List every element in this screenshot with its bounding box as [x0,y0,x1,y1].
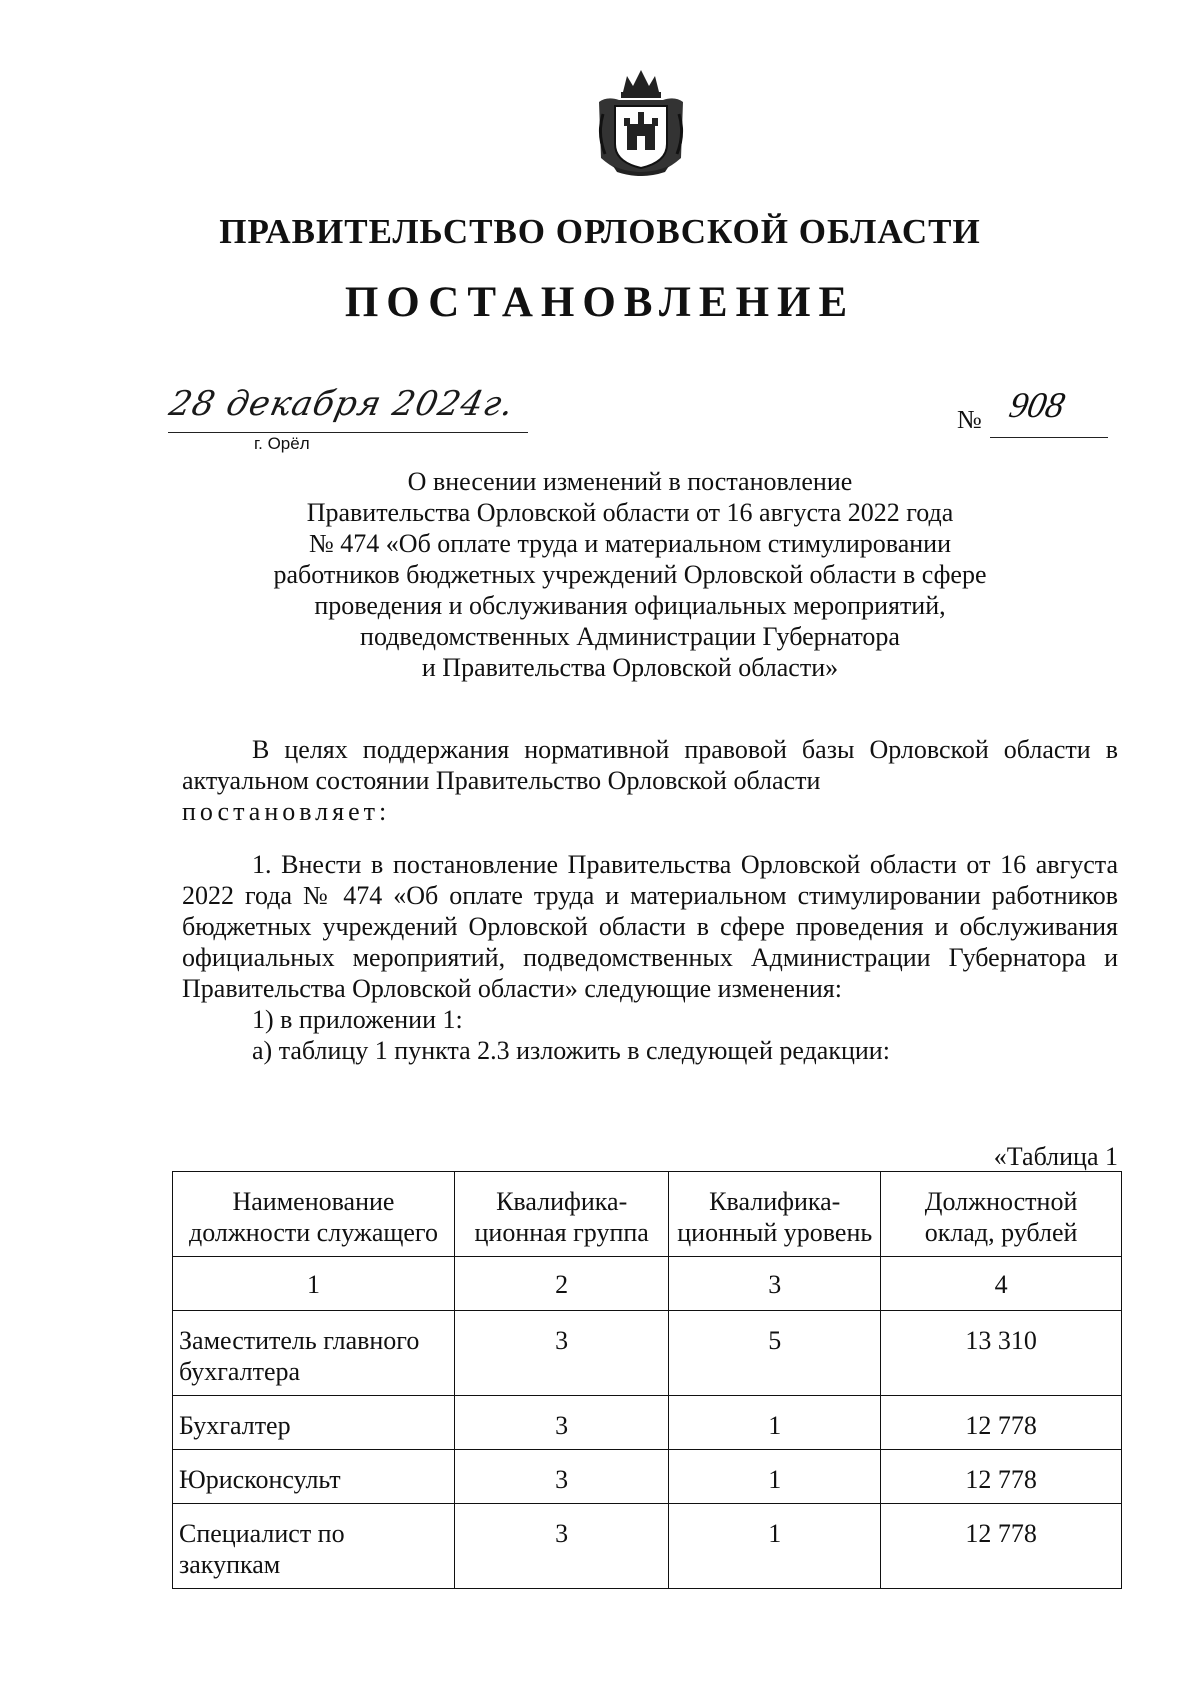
table-row [173,1450,1122,1504]
table-header-cell: Квалифика-ционная группа [454,1172,668,1257]
salary-cell: 12 778 [881,1396,1122,1450]
salary-cell: 12 778 [881,1450,1122,1504]
table-numbering-row [173,1257,1122,1311]
subject-line: проведения и обслуживания официальных мероприятий, [314,591,946,620]
org-title: ПРАВИТЕЛЬСТВО ОРЛОВСКОЙ ОБЛАСТИ [219,212,981,251]
column-number: 4 [881,1257,1122,1311]
salary-table [172,1171,1122,1589]
preamble-paragraph: В целях поддержания нормативной правовой базы Орловской области в актуальном состоянии Правительство Орловской области [182,735,1118,795]
qualification-group-cell: 3 [454,1450,668,1504]
subject-line: № 474 «Об оплате труда и материальном стимулировании [308,529,951,558]
qualification-group-cell: 3 [454,1504,668,1589]
salary-cell: 13 310 [881,1311,1122,1396]
document-body [182,734,1118,1066]
column-number: 2 [454,1257,668,1311]
orel-oblast-coat-of-arms-icon [593,62,689,178]
column-number: 1 [173,1257,455,1311]
qualification-group-cell: 3 [454,1396,668,1450]
subject-line: О внесении изменений в постановление [407,467,853,496]
number-label: № [957,405,982,434]
subject-line: работников бюджетных учреждений Орловской области в сфере [273,560,987,589]
qualification-level-cell: 1 [669,1396,881,1450]
subject-line: подведомственных Администрации Губернатора [360,622,900,651]
sub-item-1: 1) в приложении 1: [252,1005,463,1034]
handwritten-date: 28 декабря 2024г. [165,384,518,424]
sub-item-a: а) таблицу 1 пункта 2.3 изложить в следующей редакции: [252,1036,890,1065]
document-type-title: ПОСТАНОВЛЕНИЕ [344,279,856,326]
qualification-level-cell: 5 [669,1311,881,1396]
position-name-cell: Специалист по закупкам [173,1504,455,1589]
table-row [173,1396,1122,1450]
table-header-cell: Наименование должности служащего [173,1172,455,1257]
qualification-level-cell: 1 [669,1504,881,1589]
column-number: 3 [669,1257,881,1311]
position-name-cell: Бухгалтер [173,1396,455,1450]
table-row [173,1311,1122,1396]
subject-line: Правительства Орловской области от 16 августа 2022 года [306,498,954,527]
number-underline [990,437,1108,438]
decree-word: постановляет: [182,797,391,826]
item-1-paragraph: 1. Внести в постановление Правительства Орловской области от 16 августа 2022 года № 474 «Об оплате труда и материальном стимулировании работников бюджетных учреждений Орловской области в сфере проведения и обслуживания официальных мероприятий, подведомственных Администрации Губернатора и Правительства Орловской области» следующие изменения: [182,850,1118,1003]
subject-line: и Правительства Орловской области» [421,653,839,682]
position-name-cell: Заместитель главного бухгалтера [173,1311,455,1396]
position-name-cell: Юрисконсульт [173,1450,455,1504]
salary-cell: 12 778 [881,1504,1122,1589]
city-label: г. Орёл [254,434,310,453]
document-subject [200,466,1060,683]
handwritten-number: 908 [1005,385,1069,425]
table-caption: «Таблица 1 [993,1142,1118,1171]
qualification-level-cell: 1 [669,1450,881,1504]
qualification-group-cell: 3 [454,1311,668,1396]
table-header-cell: Квалифика-ционный уровень [669,1172,881,1257]
table-row [173,1504,1122,1589]
date-underline [168,432,528,433]
table-header-row [173,1172,1122,1257]
table-header-cell: Должностной оклад, рублей [881,1172,1122,1257]
